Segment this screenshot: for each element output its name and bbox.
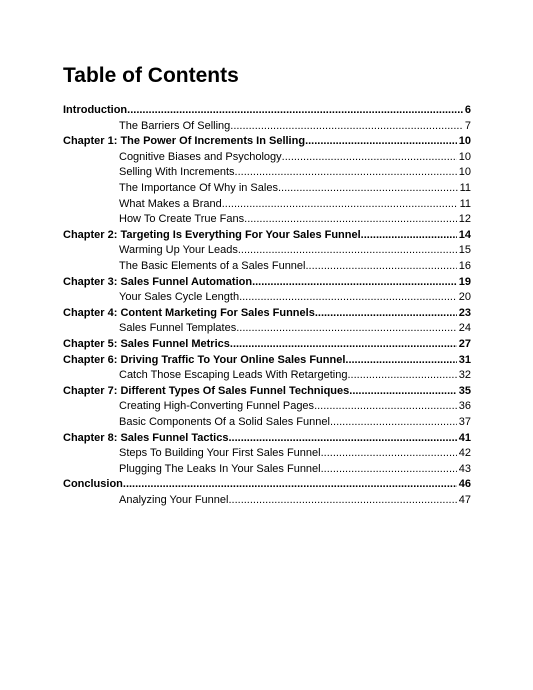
toc-chapter-entry xyxy=(63,337,471,353)
toc-section-entry xyxy=(119,243,471,259)
dot-leader xyxy=(282,150,457,166)
dot-leader xyxy=(230,337,457,353)
toc-section-entry xyxy=(119,321,471,337)
toc-entry-title: The Importance Of Why in Sales xyxy=(119,182,278,194)
toc-page-number: 10 xyxy=(458,166,471,179)
toc-section-entry xyxy=(119,446,471,462)
toc-section-entry xyxy=(119,493,471,509)
dot-leader xyxy=(252,275,457,291)
toc-entry-title: Conclusion xyxy=(63,478,123,491)
toc-entry-title: Sales Funnel Templates xyxy=(119,322,237,335)
toc-entry-title: Creating High-Converting Funnel Pages xyxy=(119,400,315,413)
toc-entry-title: Chapter 4: Content Marketing For Sales Funnels xyxy=(63,306,315,319)
dot-leader xyxy=(347,368,456,384)
toc-entry-title: Chapter 1: The Power Of Increments In Selling xyxy=(63,135,306,148)
toc-section-entry xyxy=(119,415,471,431)
toc-chapter-entry xyxy=(63,384,471,400)
toc-chapter-entry xyxy=(63,275,471,291)
toc-page-number: 32 xyxy=(458,369,471,382)
toc-page-number: 20 xyxy=(458,291,471,304)
toc-page-number: 7 xyxy=(464,119,471,132)
toc-section-entry xyxy=(119,119,471,135)
toc-chapter-entry xyxy=(63,103,471,119)
toc-page-number: 37 xyxy=(458,416,471,428)
toc-entry-title: Steps To Building Your First Sales Funnel xyxy=(119,447,321,460)
toc-section-entry xyxy=(119,290,471,306)
toc-entry-title: Chapter 2: Targeting Is Everything For Your Sales Funnel xyxy=(63,228,361,241)
dot-leader xyxy=(238,243,457,259)
dot-leader xyxy=(239,290,457,306)
toc-page-number: 41 xyxy=(458,431,471,444)
toc-page-number: 11 xyxy=(459,182,471,194)
toc-entry-title: Your Sales Cycle Length xyxy=(119,291,240,304)
toc-entry-title: What Makes a Brand xyxy=(119,197,222,210)
toc-section-entry xyxy=(119,399,471,415)
toc-entry-title: Analyzing Your Funnel xyxy=(119,494,229,506)
dot-leader xyxy=(244,212,457,228)
dot-leader xyxy=(235,165,457,181)
toc-page-number: 19 xyxy=(458,275,471,288)
toc-entry-title: Chapter 5: Sales Funnel Metrics xyxy=(63,338,230,350)
toc-section-entry xyxy=(119,197,471,213)
toc-entry-title: The Basic Elements of a Sales Funnel xyxy=(119,260,306,272)
toc-page-number: 27 xyxy=(458,338,471,350)
dot-leader xyxy=(228,431,456,447)
toc-entry-title: Selling With Increments xyxy=(119,166,235,179)
toc-page-number: 6 xyxy=(464,104,471,116)
dot-leader xyxy=(321,462,457,478)
toc-page-number: 14 xyxy=(458,228,471,241)
toc-section-entry xyxy=(119,181,471,197)
dot-leader xyxy=(305,259,456,275)
toc-chapter-entry xyxy=(63,306,471,322)
dot-leader xyxy=(222,197,458,213)
toc-page-number: 23 xyxy=(458,306,471,319)
toc-entry-title: Chapter 6: Driving Traffic To Your Online Sales Funnel xyxy=(63,353,346,366)
dot-leader xyxy=(349,384,456,400)
toc-page-number: 10 xyxy=(458,135,471,148)
dot-leader xyxy=(127,103,463,119)
toc-entry-title: Plugging The Leaks In Your Sales Funnel xyxy=(119,462,321,475)
toc-entry-title: Introduction xyxy=(63,104,128,116)
toc-section-entry xyxy=(119,259,471,275)
dot-leader xyxy=(314,399,457,415)
toc-page-number: 35 xyxy=(458,384,471,397)
toc-entry-title: Chapter 3: Sales Funnel Automation xyxy=(63,275,253,288)
page-title: Table of Contents xyxy=(63,64,239,87)
dot-leader xyxy=(305,134,457,150)
toc-entry-title: Chapter 8: Sales Funnel Tactics xyxy=(63,431,229,444)
toc-chapter-entry xyxy=(63,228,471,244)
dot-leader xyxy=(345,353,456,369)
toc-section-entry xyxy=(119,150,471,166)
dot-leader xyxy=(321,446,457,462)
toc-entry-title: Warming Up Your Leads xyxy=(119,244,238,257)
toc-chapter-entry xyxy=(63,477,471,493)
toc-page-number: 15 xyxy=(458,244,471,257)
toc-section-entry xyxy=(119,462,471,478)
toc-chapter-entry xyxy=(63,134,471,150)
toc-entry-title: The Barriers Of Selling xyxy=(119,119,231,132)
dot-leader xyxy=(315,306,457,322)
toc-page-number: 31 xyxy=(458,353,471,366)
toc-page-number: 11 xyxy=(459,197,471,210)
toc-page-number: 46 xyxy=(458,478,471,491)
toc-entry-title: Catch Those Escaping Leads With Retargeting xyxy=(119,369,348,382)
toc-entry-title: Chapter 7: Different Types Of Sales Funnel Techniques xyxy=(63,384,350,397)
dot-leader xyxy=(330,415,457,431)
dot-leader xyxy=(228,493,456,509)
toc-entry-title: Cognitive Biases and Psychology xyxy=(119,150,282,163)
toc-chapter-entry xyxy=(63,431,471,447)
dot-leader xyxy=(230,119,463,135)
dot-leader xyxy=(123,477,457,493)
toc-page-number: 24 xyxy=(458,322,471,335)
toc-page-number: 47 xyxy=(458,494,471,506)
toc-page-number: 12 xyxy=(458,213,471,226)
dot-leader xyxy=(361,228,457,244)
toc-page-number: 42 xyxy=(458,447,471,460)
toc-section-entry xyxy=(119,212,471,228)
toc-section-entry xyxy=(119,165,471,181)
toc-page-number: 43 xyxy=(458,462,471,475)
toc-entry-title: How To Create True Fans xyxy=(119,213,245,226)
dot-leader xyxy=(236,321,457,337)
toc-section-entry xyxy=(119,368,471,384)
toc-page-number: 36 xyxy=(458,400,471,413)
toc-page-number: 16 xyxy=(458,260,471,272)
dot-leader xyxy=(278,181,458,197)
toc-chapter-entry xyxy=(63,353,471,369)
toc-page-number: 10 xyxy=(458,150,471,163)
toc-entry-title: Basic Components Of a Solid Sales Funnel xyxy=(119,416,330,428)
